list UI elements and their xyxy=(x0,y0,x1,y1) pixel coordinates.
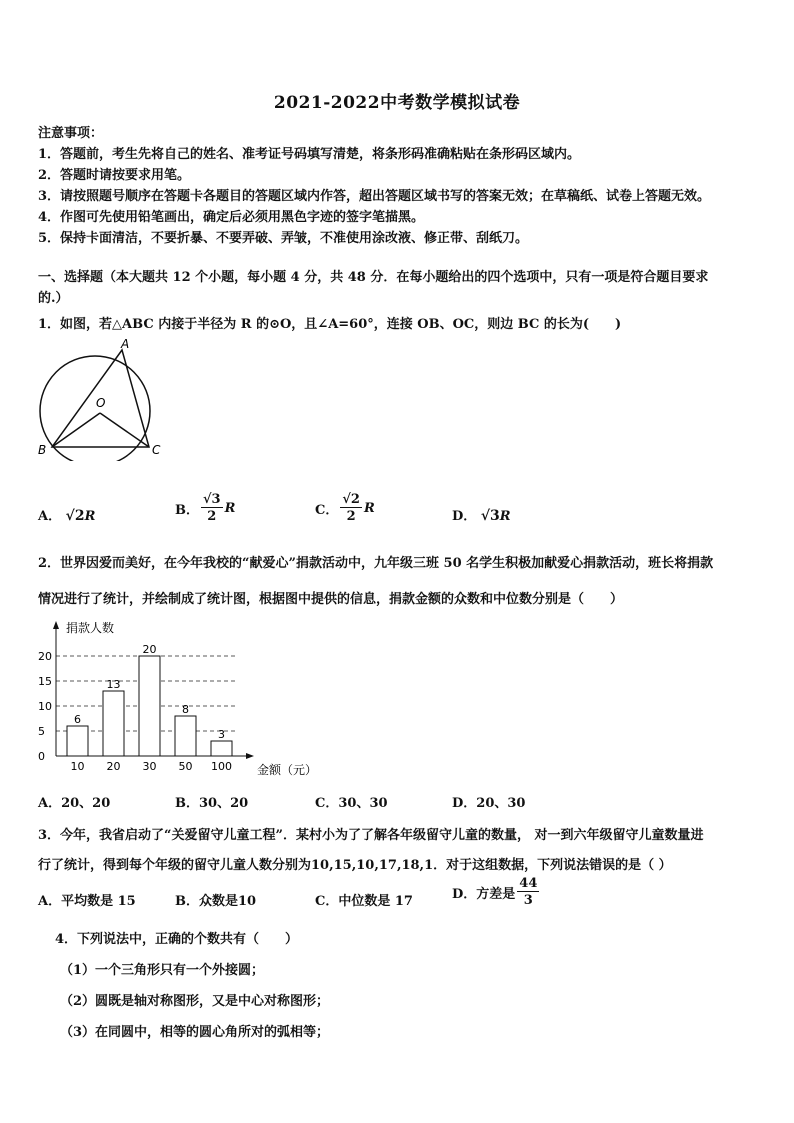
option-var: R xyxy=(363,500,375,516)
question-3-line2: 行了统计，得到每个年级的留守儿童人数分别为10,15,10,17,18,1．对于这组数据，下列说法错误的是（ ） xyxy=(38,858,672,873)
x-tick-label: 20 xyxy=(106,760,121,773)
question-1-text: 1．如图，若△ABC 内接于半径为 R 的⊙O，且∠A=60°，连接 OB、OC，则边 BC 的长为( ) xyxy=(38,317,622,332)
q3-option-c: C．中位数是 17 xyxy=(315,894,413,909)
q3-option-d xyxy=(452,877,541,907)
data-label: 8 xyxy=(182,703,189,716)
option-var: R xyxy=(499,509,511,524)
x-axis-arrow xyxy=(246,753,254,759)
q4-item: （2）圆既是轴对称图形，又是中心对称图形； xyxy=(60,994,330,1009)
y-tick-label: 0 xyxy=(38,750,45,763)
y-axis-arrow xyxy=(53,621,59,629)
option-a xyxy=(38,505,95,524)
q3-option-b: B．众数是10 xyxy=(175,894,257,909)
section-heading-cont: 的.） xyxy=(38,291,69,306)
option-label: A． xyxy=(38,509,62,524)
q2-option-d: D．20、30 xyxy=(452,796,526,811)
question-3-line1: 3．今年，我省启动了“关爱留守儿童工程”．某村小为了了解各年级留守儿童的数量， 对一到六年级留守儿童数量进 xyxy=(38,828,704,843)
data-label: 6 xyxy=(74,713,81,726)
fraction: $\frac{44}{3}$ xyxy=(519,876,538,908)
question-2-line1: 2．世界因爱而美好，在今年我校的“献爱心”捐款活动中，九年级三班 50 名学生积极加献爱心捐款活动，班长将捐款 xyxy=(38,556,714,571)
question-4-text: 4．下列说法中，正确的个数共有（ ） xyxy=(55,932,299,947)
q2-option-b: B．30、20 xyxy=(175,796,249,811)
q4-item: （1）一个三角形只有一个外接圆； xyxy=(60,963,265,978)
option-b xyxy=(175,493,235,523)
page-title: 2021-2022中考数学模拟试卷 xyxy=(273,93,521,113)
data-label: 13 xyxy=(106,678,121,691)
option-c xyxy=(315,493,375,523)
x-tick-label: 50 xyxy=(178,760,193,773)
option-var: R xyxy=(84,509,96,524)
data-label: 3 xyxy=(218,728,225,741)
fraction: $\frac{√2}{2}$ xyxy=(342,492,360,524)
notice-item: 4．作图可先使用铅笔画出，确定后必须用黑色字迹的签字笔描黑。 xyxy=(38,210,425,225)
x-tick-label: 10 xyxy=(70,760,85,773)
option-label: D． xyxy=(452,509,477,524)
q2-option-a: A．20、20 xyxy=(38,796,111,811)
y-tick-label: 15 xyxy=(38,675,52,688)
bar xyxy=(211,741,232,756)
bar xyxy=(103,691,124,756)
q2-option-c: C．30、30 xyxy=(315,796,388,811)
notice-item: 1．答题前，考生先将自己的姓名、准考证号码填写清楚，将条形码准确粘贴在条形码区域内。 xyxy=(38,147,581,162)
option-label: D．方差是 xyxy=(452,886,516,902)
segment-ob xyxy=(52,413,100,447)
option-var: R xyxy=(224,500,236,516)
notice-heading: 注意事项： xyxy=(38,126,104,141)
question-2-line2: 情况进行了统计，并绘制成了统计图，根据图中提供的信息，捐款金额的众数和中位数分别是（ ） xyxy=(38,592,624,607)
fraction: $\frac{√3}{2}$ xyxy=(203,492,221,524)
x-tick-label: 30 xyxy=(142,760,157,773)
notice-item: 3．请按照题号顺序在答题卡各题目的答题区域内作答，超出答题区域书写的答案无效；在草稿纸、试卷上答题无效。 xyxy=(38,189,711,204)
label-c: C xyxy=(152,443,161,457)
x-axis-label: 金额（元） xyxy=(257,763,318,777)
circle-triangle-diagram xyxy=(30,336,175,461)
option-label: C． xyxy=(315,502,339,518)
section-heading: 一、选择题（本大题共 12 个小题，每小题 4 分，共 48 分．在每小题给出的四个选项中，只有一项是符合题目要求 xyxy=(38,270,709,285)
option-value: √2 xyxy=(65,508,85,524)
data-label: 20 xyxy=(142,643,157,656)
y-axis-label: 捐款人数 xyxy=(66,621,115,635)
notice-item: 5．保持卡面清洁，不要折暴、不要弄破、弄皱，不准使用涂改液、修正带、刮纸刀。 xyxy=(38,231,529,246)
y-tick-label: 20 xyxy=(38,650,52,663)
bar-chart xyxy=(30,615,340,785)
y-tick-label: 5 xyxy=(38,725,45,738)
bar xyxy=(175,716,196,756)
label-a: A xyxy=(121,337,130,351)
x-tick-label: 100 xyxy=(211,760,232,773)
label-b: B xyxy=(38,443,47,457)
bar xyxy=(67,726,88,756)
bar xyxy=(139,656,160,756)
y-tick-label: 10 xyxy=(38,700,52,713)
option-value: √3 xyxy=(480,508,500,524)
q4-item: （3）在同圆中，相等的圆心角所对的弧相等； xyxy=(60,1025,330,1040)
notice-item: 2．答题时请按要求用笔。 xyxy=(38,168,191,183)
q3-option-a: A．平均数是 15 xyxy=(38,894,136,909)
circle-o xyxy=(40,356,150,461)
option-label: B． xyxy=(175,502,199,518)
label-o: O xyxy=(96,396,106,410)
option-d xyxy=(452,505,511,524)
